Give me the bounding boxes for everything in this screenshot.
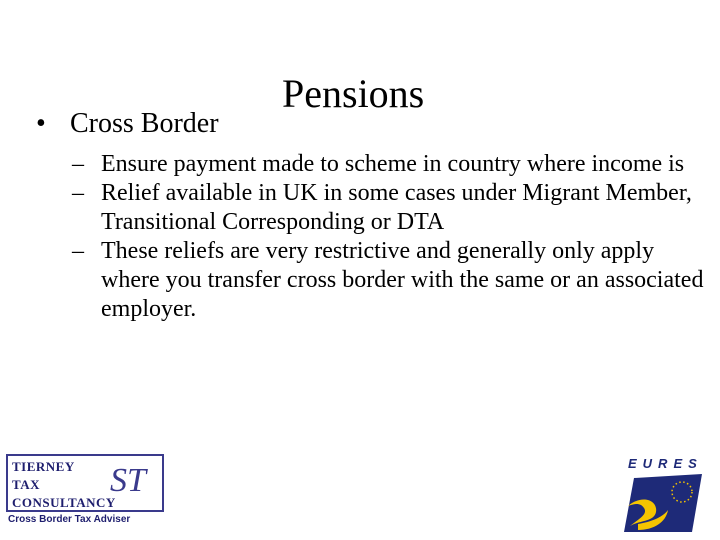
main-bullet: [36, 106, 219, 142]
sub-bullet-item: [72, 237, 712, 324]
dash-marker: –: [72, 180, 84, 206]
sub-bullet-list: [72, 150, 712, 324]
bullet-marker: •: [36, 108, 46, 139]
slide-title: Pensions: [282, 71, 425, 116]
sub-bullet-text: These reliefs are very restrictive and generally only apply where you transfer cross border with the same or an associated employer.: [101, 238, 704, 322]
sub-bullet-text: Ensure payment made to scheme in country where income is: [101, 151, 685, 177]
tierney-logo-line: TAX: [12, 477, 40, 492]
tierney-logo-line: TIERNEY: [12, 459, 75, 474]
dash-marker: –: [72, 238, 84, 264]
tierney-monogram: ST: [110, 462, 146, 499]
sub-bullet-text: Relief available in UK in some cases under Migrant Member, Transitional Corresponding or DTA: [101, 180, 692, 235]
tierney-logo-line: CONSULTANCY: [12, 495, 116, 510]
dash-marker: –: [72, 151, 84, 177]
sub-bullet-item: [72, 179, 712, 237]
tierney-tax-logo: [6, 454, 164, 526]
main-bullet-text: Cross Border: [70, 108, 219, 139]
eures-wordmark: EURES: [628, 456, 703, 471]
eures-emblem-icon: [620, 472, 710, 534]
tierney-tagline: Cross Border Tax Adviser: [8, 514, 131, 525]
sub-bullet-item: [72, 150, 712, 179]
eures-logo: [620, 456, 710, 534]
tierney-logo-frame: [6, 454, 164, 512]
